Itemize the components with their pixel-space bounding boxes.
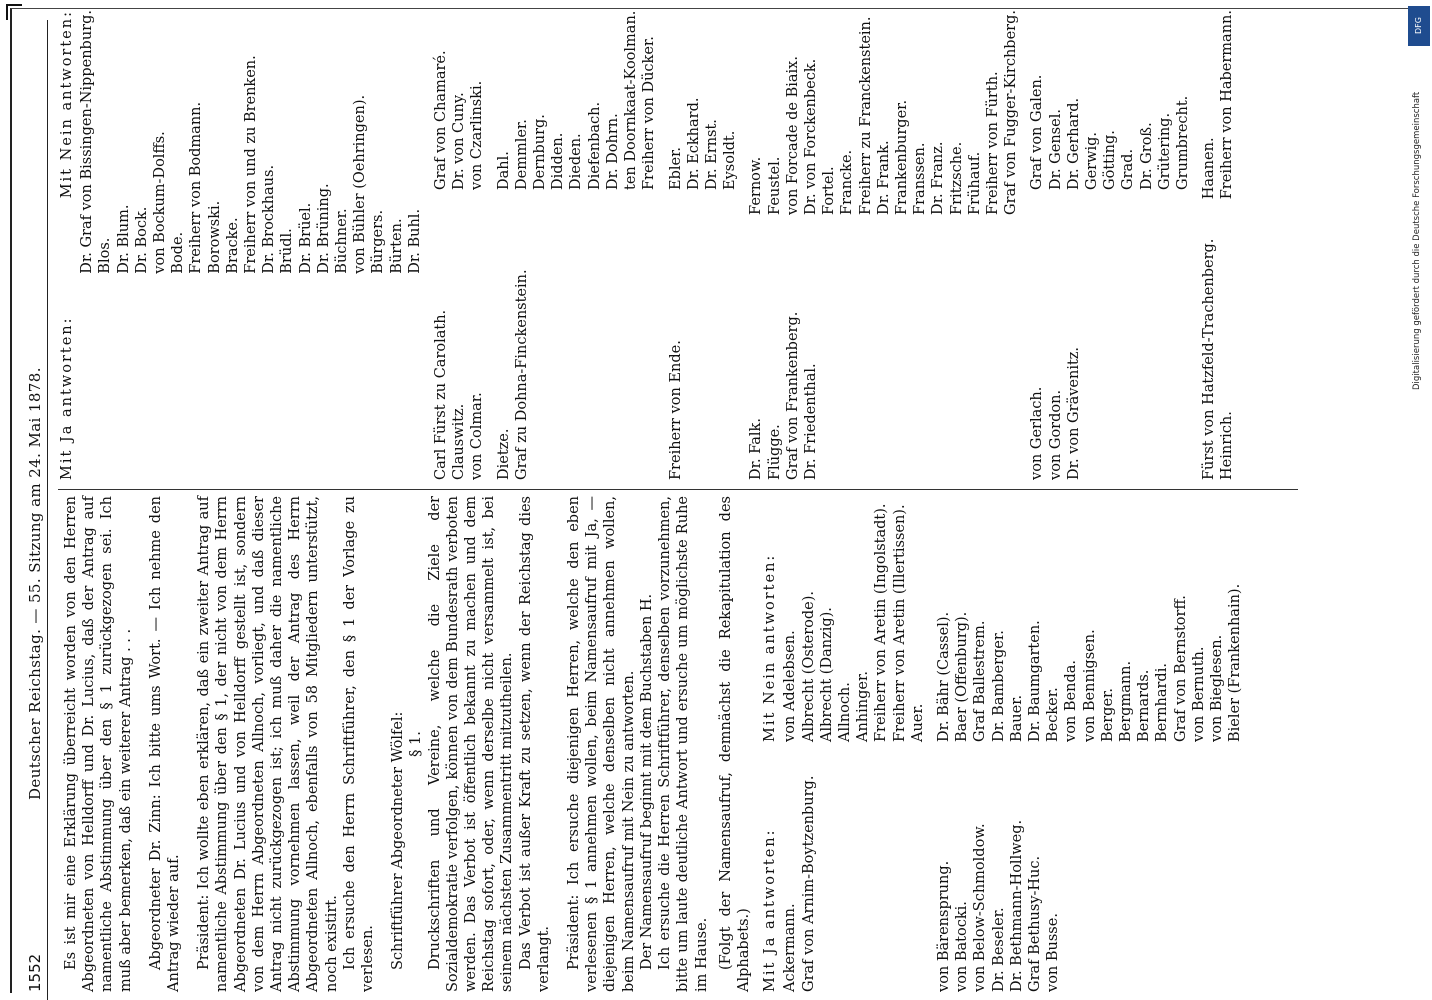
member-name: von Gerlach.	[1029, 386, 1046, 480]
member-name: Bürten.	[388, 218, 405, 274]
member-name: von Colmar.	[469, 392, 486, 480]
member-name: Dr. Bamberger.	[990, 630, 1007, 742]
paragraph: Schriftführer Abgeordneter Wölfel:	[390, 711, 407, 970]
left-column	[62, 496, 1244, 992]
member-name: Dr. Groß.	[1138, 122, 1155, 190]
member-name: Haanen.	[1201, 137, 1218, 200]
nein-list-h	[1200, 10, 1236, 199]
ja-list-a	[781, 742, 927, 992]
member-name: von Busse.	[1045, 913, 1062, 992]
member-name: Dr. Baumgarten.	[1026, 620, 1043, 742]
member-name: Dr. von Cuny.	[451, 92, 468, 190]
page-header	[22, 0, 46, 1000]
member-name: Dr. Eckhard.	[685, 97, 702, 190]
nein-heading: Mit Nein antworten:	[762, 553, 779, 742]
member-name: von Bernuth.	[1190, 646, 1207, 742]
ja-list-h	[1200, 199, 1236, 480]
nein-list-b2	[78, 10, 424, 274]
member-name: Brüdl.	[279, 228, 296, 274]
header-rule	[47, 20, 48, 1000]
member-name: Bürgers.	[370, 209, 387, 274]
nein-heading: Mit Nein antworten:	[59, 10, 75, 199]
member-name: Dieden.	[568, 133, 585, 190]
member-name: Bieler (Frankenhain).	[1227, 583, 1244, 742]
member-name: Dr. Gerhard.	[1065, 97, 1082, 190]
member-name: Dr. Franz.	[930, 141, 947, 215]
member-name: Borowski.	[206, 200, 223, 274]
member-name: Dr. Beseler.	[990, 907, 1007, 992]
member-name: von Gordon.	[1047, 389, 1064, 480]
member-name: Didden.	[550, 132, 567, 190]
member-name: von Bockum-Dolffs.	[152, 131, 169, 274]
paragraph: Das Verbot ist außer Kraft zu setzen, wenn der Reichstag dies verlangt.	[517, 496, 552, 992]
member-name: Feustel.	[766, 156, 783, 215]
member-name: von Bennigsen.	[1081, 629, 1098, 742]
paragraph: (Folgt der Namensaufruf, demnächst die Rekapitulation des Alphabets.)	[717, 496, 752, 992]
member-name: von Below-Schmoldow.	[972, 823, 989, 992]
right-column	[56, 10, 1286, 480]
vote-block-a	[781, 496, 927, 992]
member-name: Ebler.	[667, 146, 684, 190]
member-name: Büchner.	[334, 208, 351, 274]
member-name: Becker.	[1045, 687, 1062, 742]
member-name: Dr. Blum.	[115, 204, 132, 274]
member-name: Graf von Galen.	[1029, 74, 1046, 190]
vote-block-b2	[78, 10, 424, 480]
nein-list-d	[495, 11, 659, 190]
nein-list-b	[935, 584, 1244, 742]
member-name: Dr. Gensel.	[1047, 109, 1064, 190]
member-name: von Bühler (Oehringen).	[352, 94, 369, 274]
member-name: Freiherr von und zu Brenken.	[243, 55, 260, 274]
member-name: Bernhardi.	[1154, 663, 1171, 742]
member-name: Dr. Frank.	[875, 140, 892, 215]
member-name: Franssen.	[912, 142, 929, 215]
member-name: Götting.	[1102, 130, 1119, 190]
member-name: Freiherr von Aretin (Illertissen).	[891, 504, 908, 742]
member-name: Ackermann.	[782, 903, 799, 992]
vote-block-b	[935, 496, 1244, 992]
nein-list-e	[667, 98, 740, 190]
member-name: Bracke.	[224, 217, 241, 274]
member-name: Fortel.	[821, 166, 838, 215]
member-name: Fernow.	[748, 156, 765, 215]
member-name: Dr. Brüel.	[297, 202, 314, 274]
member-name: Dahl.	[495, 151, 512, 190]
member-name: Graf zu Dohna-Finckenstein.	[513, 269, 530, 480]
nein-list-g	[1028, 75, 1192, 190]
ja-list-d	[495, 190, 659, 480]
member-name: Grütering.	[1156, 112, 1173, 190]
member-name: Flügge.	[766, 424, 783, 480]
member-name: Freiherr von Ende.	[667, 340, 684, 480]
dfg-logo: DFG	[1408, 6, 1430, 46]
member-name: Grumbrecht.	[1174, 95, 1191, 190]
member-name: Dr. Bähr (Cassel).	[935, 611, 952, 742]
paragraph: Abgeordneter Dr. Zinn: Ich bitte ums Wort. — Ich nehme den Antrag wieder auf.	[147, 496, 183, 992]
vote-block-h	[1200, 10, 1236, 480]
member-name: Fürst von Hatzfeld-Trachenberg.	[1201, 238, 1218, 480]
member-name: Bergmann.	[1117, 660, 1134, 742]
section-heading: § 1.	[408, 731, 425, 757]
member-name: Dr. Falk.	[748, 418, 765, 480]
member-name: Freiherr von Dücker.	[641, 36, 658, 190]
member-name: Baer (Offenburg).	[954, 611, 971, 742]
member-name: Carl Fürst zu Carolath.	[433, 309, 450, 480]
ja-heading: Mit Ja antworten:	[762, 828, 779, 992]
member-name: Graf von Fugger-Kirchberg.	[1003, 10, 1020, 215]
vote-block-g	[1028, 10, 1192, 480]
member-name: von Bieglesen.	[1208, 634, 1225, 742]
member-name: Dr. Dohrn.	[604, 113, 621, 190]
member-name: Albrecht (Osterode).	[800, 591, 817, 742]
member-name: Graf von Bernstorff.	[1172, 595, 1189, 742]
vote-headings	[761, 496, 779, 992]
member-name: Freiherr zu Franckenstein.	[857, 16, 874, 215]
paragraph: Es ist mir eine Erklärung überreicht worden von den Herren Abgeordneten von Helldorff und Dr. Lucius, daß der Antrag auf namentliche Abstimmung über den § 1 zurückgezogen sei. Ich muß aber bemerken, daß ein weiterer Antrag . . .	[63, 496, 134, 992]
digitization-credit: Digitalisierung gefördert durch die Deutsche Forschungsgemeinschaft	[1412, 91, 1422, 390]
member-name: Diefenbach.	[586, 101, 603, 190]
member-name: Dr. Ernst.	[703, 119, 720, 190]
member-name: Albrecht (Danzig).	[818, 607, 835, 742]
column-divider	[58, 489, 1298, 490]
member-name: von Batocki.	[954, 901, 971, 992]
member-name: Berger.	[1099, 688, 1116, 742]
member-name: Eysoldt.	[722, 130, 739, 190]
member-name: Bode.	[170, 231, 187, 274]
member-name: Freiherr von Aretin (Ingolstadt).	[873, 503, 890, 742]
member-name: Frühauf.	[966, 151, 983, 215]
page-number: 1552	[26, 953, 44, 992]
member-name: Frankenburger.	[893, 99, 910, 215]
member-name: Francke.	[839, 149, 856, 215]
member-name: Allnoch.	[836, 682, 853, 742]
ja-list-c	[432, 190, 487, 480]
ja-list-e	[667, 190, 740, 480]
vote-block-c	[432, 10, 487, 480]
paragraph: Der Namensaufruf beginnt mit dem Buchstaben H.	[638, 593, 655, 970]
paragraph: Präsident: Ich wollte eben erklären, daß ein zweiter Antrag auf namentliche Abstimmung über den § 1, der nicht von dem Herrn Abgeordneten Dr. Lucius und von Helldorff gestellt ist, sondern von dem Herrn Abgeordneten Allnoch, vorliegt, und daß dieser Antrag nicht zurückgezogen ist; ich muß daher die namentliche Abstimmung vornehmen lassen, weil der Antrag des Herrn Abgeordneten Allnoch, ebenfalls von 58 Mitgliedern unterstützt, noch existirt.	[196, 496, 340, 992]
member-name: Dr. Friedenthal.	[802, 363, 819, 480]
member-name: Blos.	[97, 237, 114, 274]
vote-headings	[58, 10, 76, 480]
member-name: Dr. Bethmann-Hollweg.	[1008, 819, 1025, 992]
paragraph: Ich ersuche den Herrn Schriftführer, den § 1 der Vorlage zu verlesen.	[341, 496, 377, 992]
member-name: von Forcade de Biaix.	[784, 56, 801, 215]
member-name: Graf von Arnim-Boytzenburg.	[800, 775, 817, 992]
nein-list-c	[432, 50, 487, 190]
paragraph: Druckschriften und Vereine, welche die Ziele der Sozialdemokratie verfolgen, können von dem Bundesrath verboten werden. Das Verbot ist öffentlich bekannt zu machen und dem Reichstag sofort, oder, wenn derselbe nicht versammelt ist, bei seinem nächsten Zusammentritt mitzutheilen.	[426, 496, 516, 992]
member-name: Dr. von Forckenbeck.	[802, 58, 819, 215]
member-name: Heinrich.	[1219, 411, 1236, 480]
member-name: Grad.	[1120, 148, 1137, 190]
vote-block-e	[667, 10, 740, 480]
running-title: Deutscher Reichstag. — 55. Sitzung am 24. Mai 1878.	[26, 367, 44, 800]
member-name: Freiherr von Fürth.	[984, 71, 1001, 215]
member-name: Graf von Frankenberg.	[784, 311, 801, 480]
paragraph: Ich ersuche die Herren Schriftführer, denselben vorzunehmen, bitte um laute deutliche Antwort und ersuche um möglichste Ruhe im Hause.	[657, 496, 710, 992]
member-name: Auer.	[909, 703, 926, 742]
member-name: Dernburg.	[532, 114, 549, 190]
member-name: Anhinger.	[855, 671, 872, 742]
member-name: Fritzsche.	[948, 141, 965, 215]
ja-list-f	[747, 215, 1020, 480]
member-name: Freiherr von Habermann.	[1219, 10, 1236, 200]
member-name: von Benda.	[1063, 660, 1080, 742]
member-name: Gerwig.	[1083, 131, 1100, 190]
member-name: Freiherr von Bodmann.	[188, 101, 205, 274]
member-name: Dietze.	[495, 428, 512, 480]
member-name: Dr. Brüning.	[315, 183, 332, 274]
member-name: von Czarlinski.	[469, 80, 486, 190]
vote-block-f	[747, 10, 1020, 480]
member-name: Dr. Brockhaus.	[261, 164, 278, 274]
member-name: Bauer.	[1008, 694, 1025, 742]
member-name: Bernards.	[1136, 669, 1153, 742]
vote-block-d	[495, 10, 659, 480]
member-name: Graf Ballestrem.	[972, 620, 989, 742]
nein-list-a	[781, 503, 927, 742]
member-name: Demmler.	[513, 119, 530, 190]
ja-list-g	[1028, 190, 1192, 480]
member-name: Dr. Bock.	[133, 206, 150, 274]
ja-list-b	[935, 742, 1244, 992]
member-name: von Adelebsen.	[782, 630, 799, 742]
member-name: Clauswitz.	[451, 403, 468, 480]
ja-list-b2	[78, 274, 424, 480]
member-name: Dr. Buhl.	[406, 208, 423, 274]
ja-heading: Mit Ja antworten:	[59, 316, 75, 480]
member-name: Dr. von Grävenitz.	[1065, 346, 1082, 480]
member-name: ten Doornkaat-Koolman.	[623, 10, 640, 190]
paragraph: Präsident: Ich ersuche diejenigen Herren, welche den eben verlesenen § 1 annehmen wollen, beim Namensaufruf mit Ja, — diejenigen Herren, welche denselben nicht annehmen wollen, beim Namensaufruf mit Nein zu antworten.	[566, 496, 637, 992]
member-name: Dr. Graf von Bissingen-Nippenburg.	[79, 10, 96, 274]
nein-list-f	[747, 10, 1020, 215]
member-name: von Bärensprung.	[935, 860, 952, 992]
member-name: Graf von Chamaré.	[433, 50, 450, 190]
member-name: Graf Bethusy-Huc.	[1026, 855, 1043, 992]
